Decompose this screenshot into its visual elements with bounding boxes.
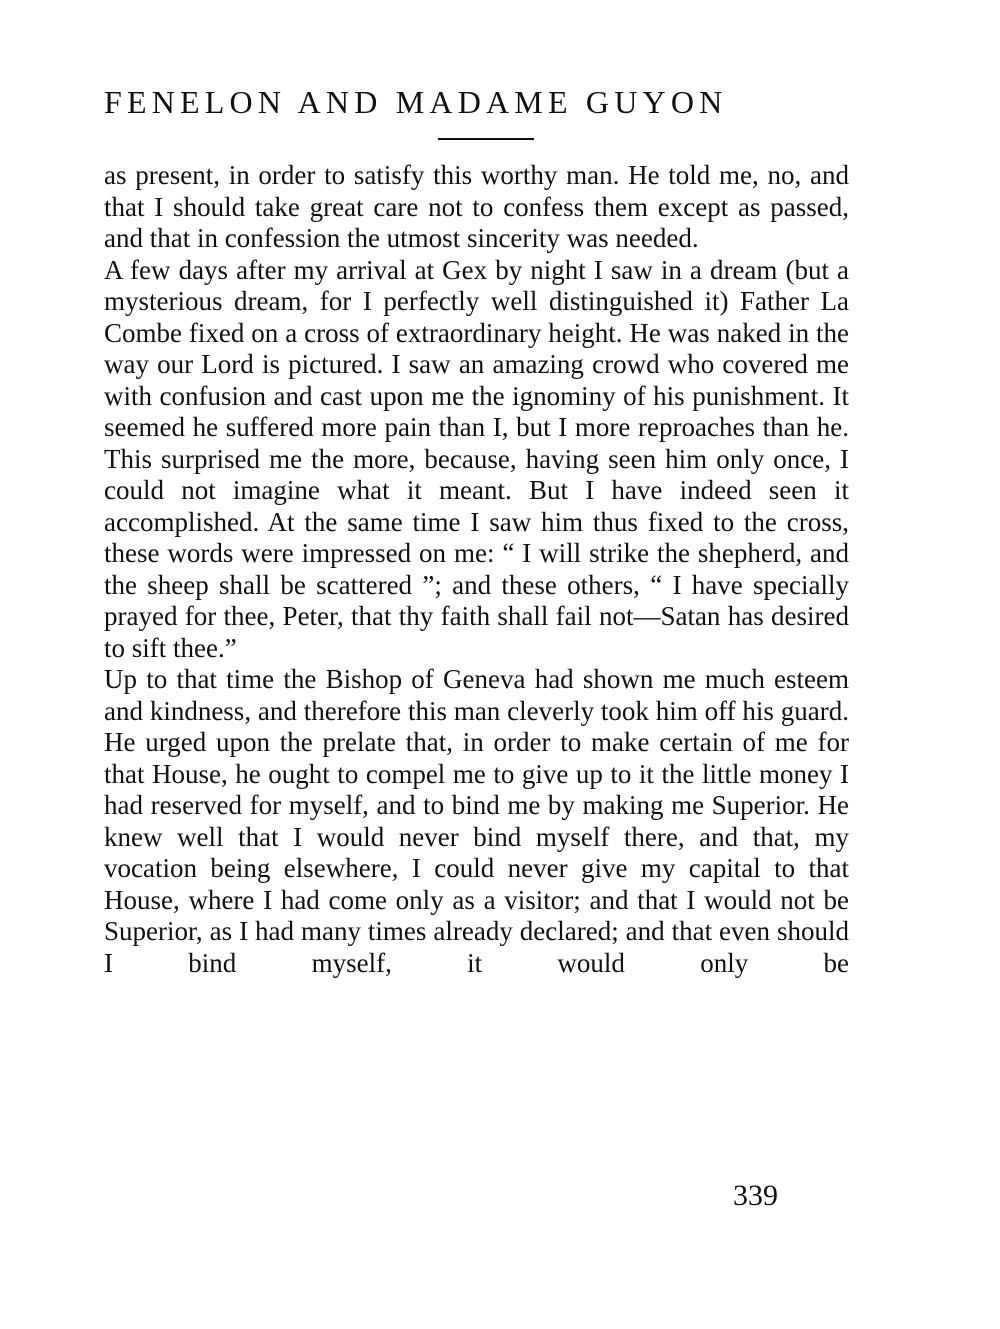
- paragraph: as present, in order to satisfy this worthy man. He told me, no, and that I should take great care not to confess them except as passed, and that in confession the utmost sincerity was needed.: [104, 160, 849, 253]
- running-title: FENELON AND MADAME GUYON: [104, 84, 728, 120]
- page-number: 339: [733, 1179, 778, 1212]
- paragraph: A few days after my arrival at Gex by night I saw in a dream (but a mysterious dream, for I perfectly well distinguished it) Father La Combe fixed on a cross of extraordinary height. He was naked in the way our Lord is pictured. I saw an amazing crowd who covered me with confusion and cast upon me the ignominy of his punishment. It seemed he suffered more pain than I, but I more reproaches than he. This surprised me the more, because, having seen him only once, I could not imagine what it meant. But I have indeed seen it accomplished. At the same time I saw him thus fixed to the cross, these words were impressed on me: “ I will strike the shepherd, and the sheep shall be scattered ”; and these others, “ I have specially prayed for thee, Peter, that thy faith shall fail not—Satan has desired to sift thee.”: [104, 254, 849, 663]
- header-rule: [438, 138, 534, 140]
- paragraph: Up to that time the Bishop of Geneva had shown me much esteem and kindness, and therefore this man cleverly took him off his guard. He urged upon the prelate that, in order to make certain of me for that House, he ought to compel me to give up to it the little money I had reserved for myself, and to bind me by making me Superior. He knew well that I would never bind myself there, and that, my vocation being elsewhere, I could never give my capital to that House, where I had come only as a visitor; and that I would not be Superior, as I had many times already declared; and that even should I bind myself, it would only be: [104, 664, 849, 978]
- body-text: [104, 160, 849, 979]
